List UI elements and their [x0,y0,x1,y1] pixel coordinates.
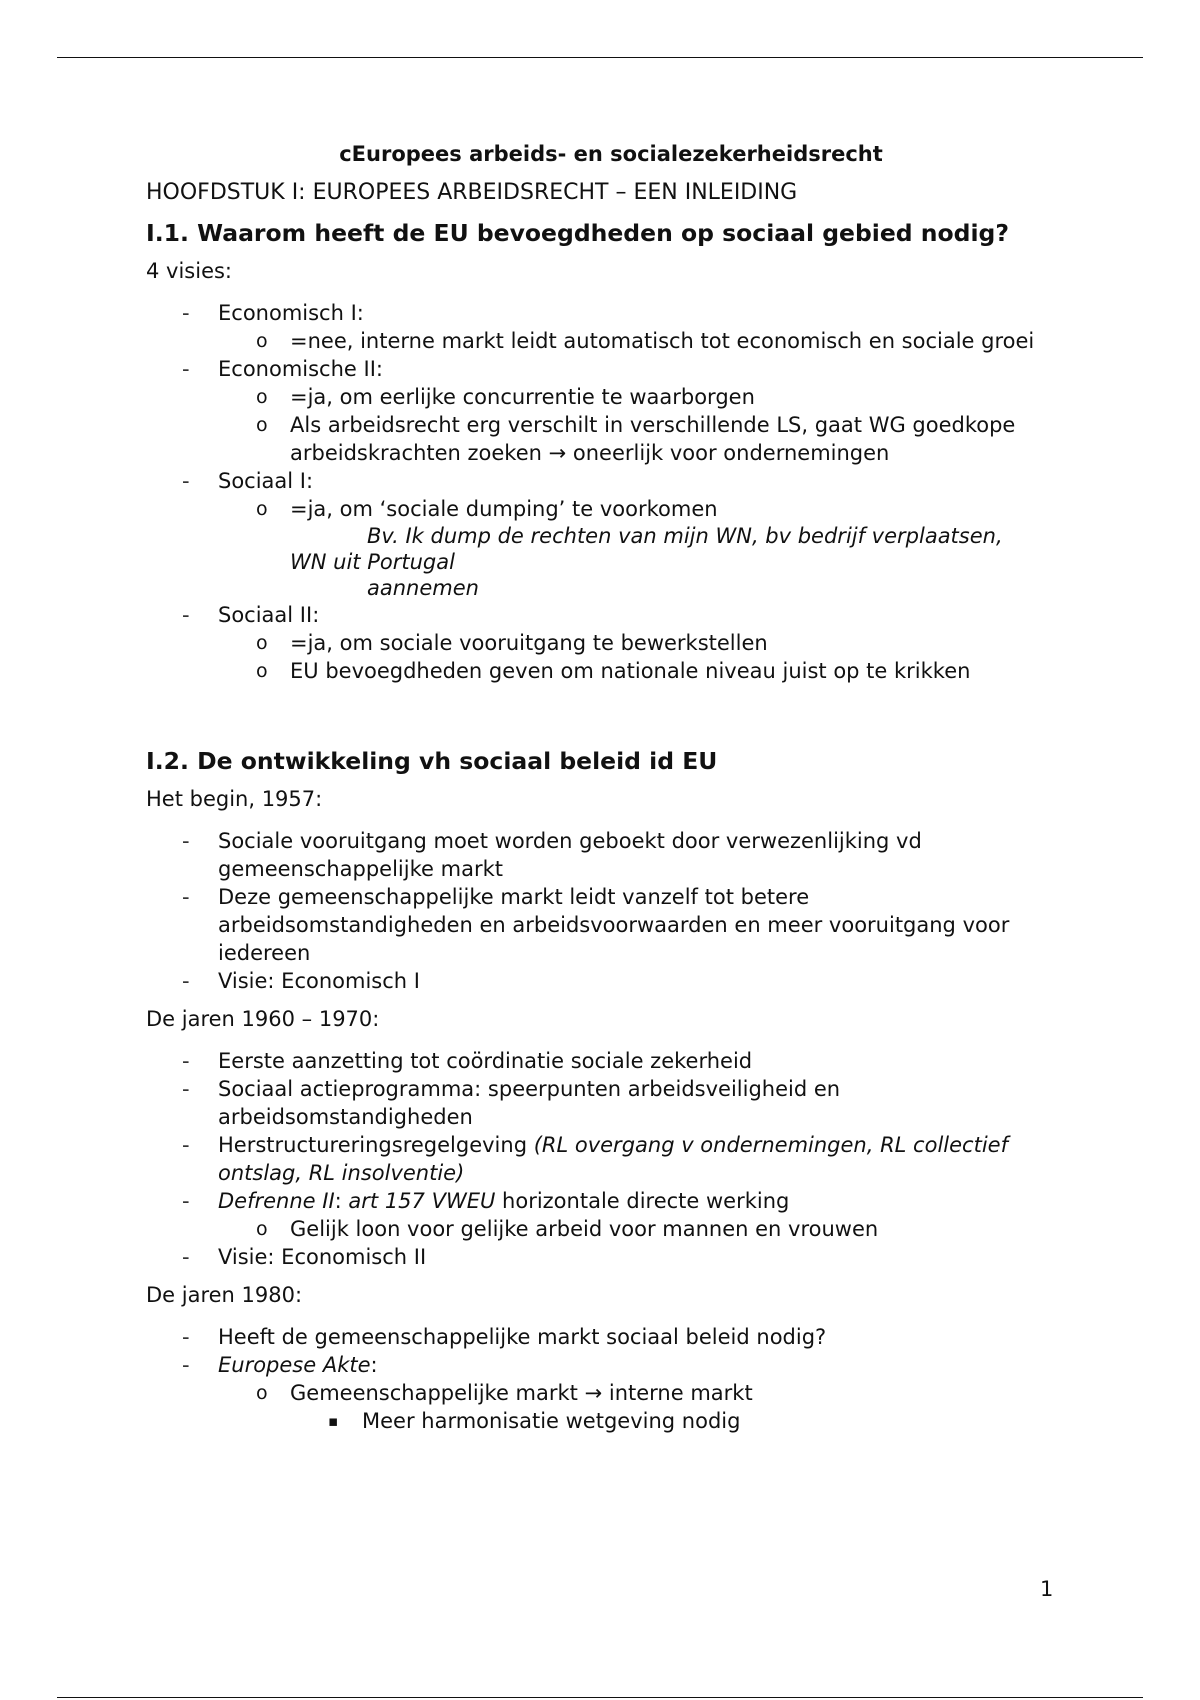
list-item [146,657,1066,685]
list-item [146,355,1066,467]
list-item-text: Visie: Economisch I [218,969,420,993]
list-item [146,1323,1066,1351]
list-item-text: =nee, interne markt leidt automatisch tot economisch en sociale groei [290,329,1035,353]
list-item-text: =ja, om ‘sociale dumping’ te voorkomen [290,497,718,521]
circle-marker: o [256,498,268,520]
list-item [146,467,1066,601]
list-item [146,383,1066,411]
list-item [146,629,1066,657]
list-item-text: Deze gemeenschappelijke markt leidt vanzelf tot betere arbeidsomstandigheden en arbeidsvoorwaarden en meer vooruitgang voor iedereen [218,885,1010,965]
list-item-label: Economisch I: [218,301,364,325]
circle-marker: o [256,1382,268,1404]
period-list [146,1047,1066,1271]
list-item [146,411,1066,467]
list-item [146,1075,1066,1131]
list-item [146,1187,1066,1243]
list-item [146,495,1066,601]
example-line: aannemen [367,576,479,600]
list-item-italic: Europese Akte [218,1353,371,1377]
visies-list [146,299,1066,685]
circle-marker: o [256,660,268,682]
circle-marker: o [256,330,268,352]
list-item-italic: (RL overgang v ondernemingen, RL collectief ontslag, RL insolventie) [218,1133,1008,1185]
list-item [146,1047,1066,1075]
list-item-text: =ja, om eerlijke concurrentie te waarborgen [290,385,755,409]
list-item [146,1379,1066,1435]
list-item-text: Gelijk loon voor gelijke arbeid voor mannen en vrouwen [290,1217,879,1241]
list-item [146,1215,1066,1243]
dash-marker: - [182,603,190,627]
circle-marker: o [256,414,268,436]
period-list [146,1323,1066,1435]
visies-intro: 4 visies: [146,259,233,283]
example-line: WN uit Portugal [290,550,455,574]
list-item-text: =ja, om sociale vooruitgang te bewerkstellen [290,631,768,655]
period-label: Het begin, 1957: [146,787,323,811]
list-item [146,883,1066,967]
dash-marker: - [182,469,190,493]
dash-marker: - [182,1245,190,1269]
list-item-label: Economische II: [218,357,383,381]
dash-marker: - [182,885,190,909]
list-item-text: Als arbeidsrecht erg verschilt in verschillende LS, gaat WG goedkope arbeidskrachten zoeken → oneerlijk voor ondernemingen [290,413,1016,465]
list-item [146,327,1066,355]
section-heading-2: I.2. De ontwikkeling vh sociaal beleid id EU [146,747,718,775]
list-item [146,967,1066,995]
list-item-text: horizontale directe werking [495,1189,790,1213]
list-item [146,299,1066,355]
dash-marker: - [182,1049,190,1073]
dash-marker: - [182,357,190,381]
list-item [146,1407,1066,1435]
example-block [290,523,1066,601]
list-item-text: : [334,1189,349,1213]
list-item [146,1131,1066,1187]
dash-marker: - [182,1325,190,1349]
dash-marker: - [182,301,190,325]
footer-rule [57,1697,1143,1698]
document-title: cEuropees arbeids- en socialezekerheidsrecht [339,142,883,166]
dash-marker: - [182,1133,190,1157]
article-ref: art 157 VWEU [348,1189,496,1213]
chapter-heading: HOOFDSTUK I: EUROPEES ARBEIDSRECHT – EEN INLEIDING [146,180,798,205]
spacer [146,685,1066,733]
list-item-text: Herstructureringsregelgeving [218,1133,534,1157]
square-marker: ▪ [328,1412,339,1430]
header-rule [57,57,1143,58]
case-name: Defrenne II [218,1189,335,1213]
period-label: De jaren 1960 – 1970: [146,1007,380,1031]
circle-marker: o [256,1218,268,1240]
list-item [146,1243,1066,1271]
list-item-text: Visie: Economisch II [218,1245,427,1269]
example-line: Bv. Ik dump de rechten van mijn WN, bv bedrijf verplaatsen, [367,524,1003,548]
list-item-text: Meer harmonisatie wetgeving nodig [362,1409,741,1433]
list-item-text: EU bevoegdheden geven om nationale niveau juist op te krikken [290,659,971,683]
section-heading-1: I.1. Waarom heeft de EU bevoegdheden op sociaal gebied nodig? [146,219,1009,247]
list-item-text: Sociale vooruitgang moet worden geboekt door verwezenlijking vd gemeenschappelijke markt [218,829,922,881]
list-item [146,827,1066,883]
list-item-label: Sociaal II: [218,603,320,627]
list-item-text: Heeft de gemeenschappelijke markt sociaal beleid nodig? [218,1325,827,1349]
period-label: De jaren 1980: [146,1283,303,1307]
list-item [146,1351,1066,1435]
list-item [146,601,1066,685]
page-number: 1 [1040,1577,1054,1601]
dash-marker: - [182,969,190,993]
list-item-text: : [370,1353,378,1377]
dash-marker: - [182,1353,190,1377]
period-list [146,827,1066,995]
page-content [146,142,1066,1435]
circle-marker: o [256,386,268,408]
circle-marker: o [256,632,268,654]
dash-marker: - [182,1189,190,1213]
list-item-label: Sociaal I: [218,469,314,493]
dash-marker: - [182,1077,190,1101]
list-item-text: Gemeenschappelijke markt → interne markt [290,1381,753,1405]
dash-marker: - [182,829,190,853]
list-item-text: Eerste aanzetting tot coördinatie sociale zekerheid [218,1049,753,1073]
list-item-text: Sociaal actieprogramma: speerpunten arbeidsveiligheid en arbeidsomstandigheden [218,1077,841,1129]
